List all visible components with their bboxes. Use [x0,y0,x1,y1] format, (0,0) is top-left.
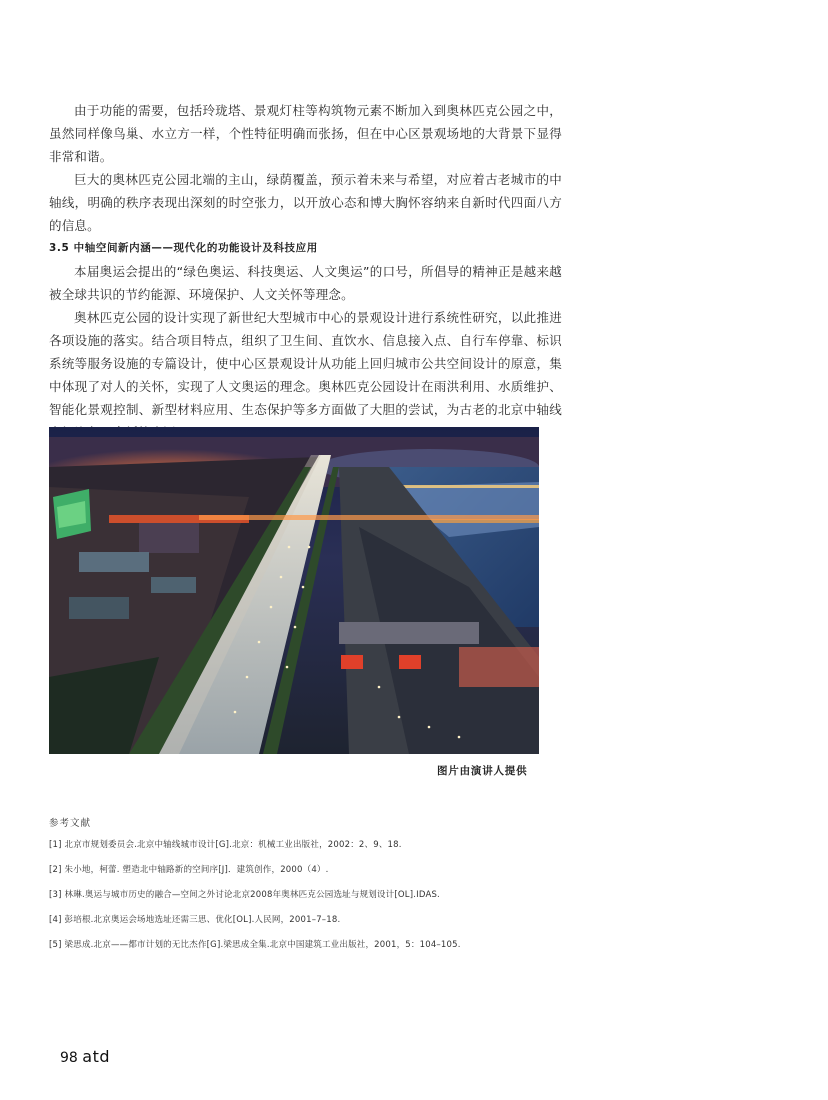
article-body [49,99,562,444]
section-heading: 3.5 中轴空间新内涵——现代化的功能设计及科技应用 [49,242,318,254]
paragraph-2: 巨大的奥林匹克公园北端的主山，绿荫覆盖，预示着未来与希望，对应着古老城市的中轴线，明确的秩序表现出深刻的时空张力，以开放心态和博大胸怀容纳来自新时代四面八方的信息。 [49,172,562,233]
reference-item: [1] 北京市规划委员会.北京中轴线城市设计[G].北京：机械工业出版社，2002：2、9、18. [49,840,402,850]
reference-item: [4] 彭培根.北京奥运会场地选址还需三思、优化[OL].人民网，2001–7–18. [49,915,341,925]
references-title: 参考文献 [49,818,92,829]
paragraph-4 [49,306,562,444]
page-number: 98 [60,1050,78,1066]
paragraph-1: 由于功能的需要，包括玲珑塔、景观灯柱等构筑物元素不断加入到奥林匹克公园之中，虽然同样像鸟巢、水立方一样，个性特征明确而张扬，但在中心区景观场地的大背景下显得非常和谐。 [49,103,562,164]
aerial-night-photo [49,427,539,754]
page-footer [60,1047,110,1066]
photo-caption: 图片由演讲人提供 [437,765,528,777]
reference-item: [3] 林琳.奥运与城市历史的融合—空间之外讨论北京2008年奥林匹克公园选址与规划设计[OL].IDAS. [49,890,440,900]
magazine-name: atd [82,1047,111,1066]
reference-item: [5] 梁思成.北京——都市计划的无比杰作[G].梁思成全集.北京中国建筑工业出版社，2001，5：104–105. [49,940,461,950]
olympic-park-aerial-illustration [49,427,539,754]
paragraph-4-text: 奥林匹克公园的设计实现了新世纪大型城市中心的景观设计进行系统性研究，以此推进各项设施的落实。结合项目特点，组织了卫生间、直饮水、信息接入点、自行车停靠、标识系统等服务设施的专篇设计，使中心区景观设计从功能上回归城市公共空间设计的原意，集中体现了对人的关怀，实现了人文奥运的理念。奥林匹克公园设计在雨洪利用、水质维护、智能化景观控制、新型材料应用、生态保护等多方面做了大胆的尝试，为古老的北京中轴线 [49,310,562,417]
references-list [49,838,461,963]
reference-item: [2] 朱小地，柯蕾. 塑造北中轴路新的空间序[J]．建筑创作，2000（4）. [49,865,329,875]
paragraph-3: 本届奥运会提出的“绿色奥运、科技奥运、人文奥运”的口号，所倡导的精神正是越来越被全球共识的节约能源、环境保护、人文关怀等理念。 [49,264,562,302]
